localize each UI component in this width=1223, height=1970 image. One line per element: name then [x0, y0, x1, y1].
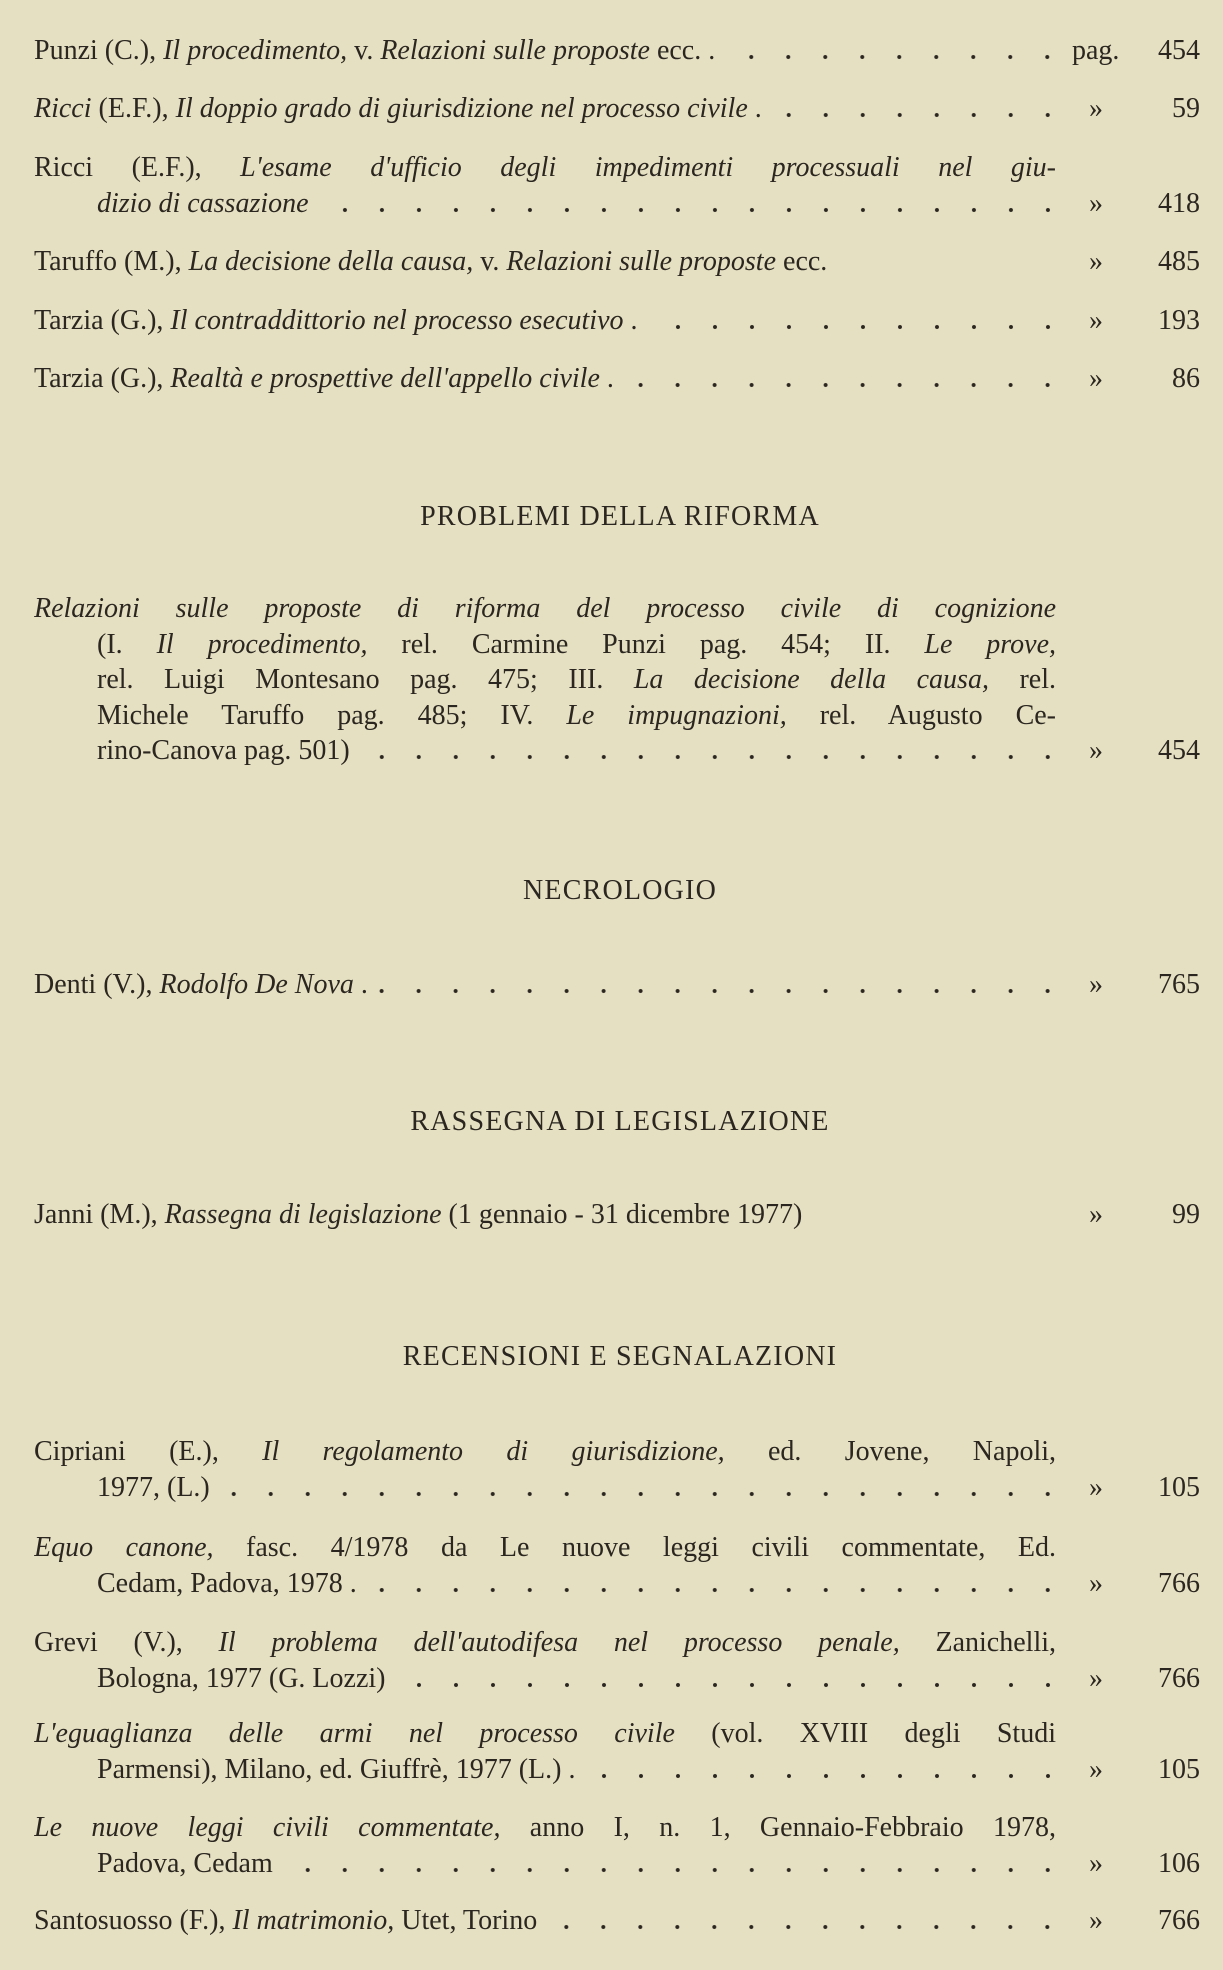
index-entry [34, 91, 1200, 127]
entry-line [34, 662, 1056, 698]
section-heading: PROBLEMI DELLA RIFORMA [420, 501, 820, 532]
entry-text [34, 1627, 1056, 1658]
page-marker: » [1089, 1847, 1103, 1879]
page-marker: » [1089, 735, 1103, 766]
text-segment: (E.F.), [91, 93, 176, 124]
entry-text [97, 664, 1056, 695]
page-marker: pag. [1072, 35, 1120, 66]
italic-title: L'eguaglianza delle armi nel processo civile [34, 1718, 675, 1749]
index-entry [34, 591, 1200, 769]
entry-text [34, 1812, 1056, 1843]
page-number: 765 [1158, 969, 1200, 1000]
index-entry [34, 1625, 1200, 1696]
page-number: 105 [1158, 1753, 1200, 1785]
index-entry [34, 1434, 1200, 1505]
text-segment: fasc. 4/1978 da Le nuove leggi civili commentate, Ed. [213, 1532, 1056, 1563]
entry-text [34, 1436, 1056, 1467]
dot-leader [543, 1903, 1066, 1938]
entry-text [97, 700, 1056, 731]
text-segment: Tarzia (G.), [34, 363, 171, 394]
index-entry [34, 1903, 1200, 1939]
text-segment: (vol. XVIII degli Studi [674, 1718, 1056, 1749]
text-segment: Punzi (C.), [34, 35, 164, 66]
index-entry [34, 33, 1200, 69]
text-segment: rel. Luigi Montesano pag. 475; III. [97, 664, 634, 695]
dot-leader [315, 186, 1066, 221]
entry-line [34, 1903, 1200, 1939]
page-number: 454 [1158, 35, 1200, 66]
dot-leader [644, 303, 1066, 338]
page-number: 454 [1158, 735, 1200, 766]
section-heading: RASSEGNA DI LEGISLAZIONE [410, 1106, 830, 1137]
italic-title: La decisione della causa, [633, 664, 989, 695]
entry-line [34, 1197, 1200, 1233]
dot-leader [279, 1846, 1066, 1881]
text-segment: ecc. . [649, 35, 716, 66]
text-segment: rino-Canova pag. 501) [97, 735, 350, 766]
entry-line [34, 1716, 1056, 1752]
entry-line [34, 186, 1200, 222]
index-entry [34, 1810, 1200, 1881]
page-marker: » [1089, 187, 1103, 219]
italic-title: Il contraddittorio nel processo esecutivo [170, 305, 624, 336]
dot-leader [216, 1470, 1066, 1505]
entry-line [34, 361, 1200, 397]
italic-title: Il doppio grado di giurisdizione nel processo civile [175, 93, 748, 124]
italic-title: Le impugnazioni, [566, 699, 787, 731]
entry-line [34, 1810, 1056, 1846]
italic-title: Il matrimonio, [232, 1905, 395, 1936]
page-marker: » [1089, 1662, 1103, 1694]
entry-line [34, 91, 1200, 127]
text-segment: (1 gennaio - 31 dicembre 1977) [441, 1199, 803, 1230]
entry-text [97, 1566, 357, 1602]
entry-line [34, 1566, 1200, 1602]
text-segment: Tarzia (G.), [34, 305, 171, 336]
entry-text [97, 733, 350, 769]
entry-text [34, 303, 638, 339]
text-segment: v. [473, 246, 507, 277]
text-segment: Santosuosso (F.), [34, 1905, 233, 1936]
entry-line [34, 627, 1056, 663]
entry-text [97, 1846, 273, 1882]
index-entry [34, 244, 1200, 280]
italic-title: Il procedimento, [156, 628, 368, 660]
index-entry [34, 361, 1200, 397]
italic-title: dizio di cassazione [97, 187, 309, 219]
page-marker: » [1089, 1471, 1103, 1503]
page-number: 86 [1172, 363, 1200, 394]
italic-title: Realtà e prospettive dell'appello civile [170, 363, 600, 394]
dot-leader [392, 1661, 1067, 1696]
text-segment: Michele Taruffo pag. 485; IV. [97, 699, 567, 731]
text-segment: ed. Jovene, Napoli, [724, 1436, 1056, 1467]
text-segment: v. [347, 35, 381, 66]
entry-line [34, 1470, 1200, 1506]
dot-leader [620, 361, 1066, 396]
text-segment: Zanichelli, [899, 1627, 1056, 1658]
entry-line [34, 1530, 1056, 1566]
page-marker: » [1089, 363, 1103, 394]
italic-title: Il procedimento, [163, 35, 348, 66]
entry-line [34, 1661, 1200, 1697]
page-number: 59 [1172, 93, 1200, 124]
dot-leader [768, 91, 1066, 126]
dot-leader [582, 1752, 1067, 1787]
entry-text [34, 1903, 537, 1939]
page-marker: » [1089, 93, 1103, 124]
text-segment: (I. [97, 628, 157, 660]
page-marker: » [1089, 1753, 1103, 1785]
text-segment: Cedam, Padova, 1978 . [97, 1567, 357, 1599]
page-marker: » [1089, 969, 1103, 1000]
entry-text [97, 1661, 386, 1697]
text-segment: Denti (V.), [34, 969, 160, 1000]
page-number: 193 [1158, 305, 1200, 336]
page-marker: » [1089, 1567, 1103, 1599]
section-heading: RECENSIONI E SEGNALAZIONI [402, 1341, 838, 1372]
page-number: 99 [1172, 1199, 1200, 1230]
dot-leader [833, 244, 1066, 279]
text-segment: ecc. [776, 246, 828, 277]
entry-text [34, 1532, 1056, 1563]
page-number: 766 [1158, 1567, 1200, 1599]
entry-line [34, 244, 1200, 280]
page-marker: » [1089, 1199, 1103, 1230]
text-segment: Janni (M.), [34, 1199, 165, 1230]
index-entry [34, 1716, 1200, 1787]
italic-title: Il regolamento di giurisdizione, [262, 1436, 725, 1467]
entry-line [34, 303, 1200, 339]
page-marker: » [1089, 1905, 1103, 1936]
entry-line [34, 1752, 1200, 1788]
text-segment: rel. Augusto Ce- [786, 699, 1056, 731]
italic-title: La decisione della causa, [188, 246, 474, 277]
text-segment: rel. Carmine Punzi pag. 454; II. [367, 628, 925, 660]
entry-text [34, 33, 715, 69]
italic-title: Equo canone, [34, 1532, 214, 1563]
entry-line [34, 967, 1200, 1003]
entry-line [34, 698, 1056, 734]
dot-leader [374, 967, 1066, 1002]
entry-line [34, 150, 1056, 186]
entry-line [34, 1625, 1056, 1661]
page-number: 485 [1158, 246, 1200, 277]
italic-title: Relazioni sulle proposte [380, 35, 650, 66]
entry-line [34, 1846, 1200, 1882]
dot-leader [721, 33, 1066, 68]
italic-title: Rodolfo De Nova [159, 969, 354, 1000]
page-number: 106 [1158, 1847, 1200, 1879]
entry-line [34, 591, 1056, 627]
text-segment: Taruffo (M.), [34, 246, 189, 277]
text-segment: rel. [988, 664, 1056, 695]
dot-leader [356, 733, 1066, 768]
entry-text [34, 152, 1056, 183]
entry-text [34, 967, 368, 1003]
entry-text [97, 186, 309, 222]
entry-line [34, 733, 1200, 769]
text-segment: Ricci (E.F.), [34, 152, 241, 183]
entry-text [34, 1197, 802, 1233]
entry-line [34, 33, 1200, 69]
entry-text [97, 629, 1056, 660]
page-marker: » [1089, 305, 1103, 336]
text-segment: . [623, 305, 638, 336]
text-segment: Padova, Cedam [97, 1847, 273, 1879]
index-entry [34, 150, 1200, 221]
index-entry [34, 967, 1200, 1003]
italic-title: Le prove, [924, 628, 1056, 660]
index-entry [34, 303, 1200, 339]
text-segment: Utet, Torino [394, 1905, 538, 1936]
text-segment: . [353, 969, 368, 1000]
italic-title: Il problema dell'autodifesa nel processo penale, [218, 1627, 900, 1658]
entry-text [97, 1752, 576, 1788]
entry-text [34, 593, 1056, 624]
index-entry [34, 1530, 1200, 1601]
page-number: 105 [1158, 1471, 1200, 1503]
text-segment: Cipriani (E.), [34, 1436, 263, 1467]
text-segment: 1977, (L.) [97, 1471, 210, 1503]
italic-title: Ricci [34, 93, 92, 124]
dot-leader [808, 1197, 1066, 1232]
page-number: 766 [1158, 1905, 1200, 1936]
text-segment: Bologna, 1977 (G. Lozzi) [97, 1662, 386, 1694]
text-segment: Parmensi), Milano, ed. Giuffrè, 1977 (L.) . [97, 1753, 576, 1785]
page-marker: » [1089, 246, 1103, 277]
text-segment: . [747, 93, 762, 124]
index-entry [34, 1197, 1200, 1233]
page-number: 418 [1158, 187, 1200, 219]
entry-text [34, 361, 614, 397]
entry-text [97, 1470, 210, 1506]
entry-line [34, 1434, 1056, 1470]
italic-title: Relazioni sulle proposte di riforma del processo civile di cognizione [34, 593, 1056, 624]
page-number: 766 [1158, 1662, 1200, 1694]
text-segment: . [599, 363, 614, 394]
text-segment: Grevi (V.), [34, 1627, 219, 1658]
dot-leader [363, 1566, 1066, 1601]
section-heading: NECROLOGIO [523, 875, 717, 906]
italic-title: L'esame d'ufficio degli impedimenti processuali nel giu- [240, 152, 1056, 183]
italic-title: Relazioni sulle proposte [506, 246, 777, 277]
entry-text [34, 1718, 1056, 1749]
italic-title: Rassegna di legislazione [164, 1199, 442, 1230]
entry-text [34, 91, 762, 127]
text-segment: anno I, n. 1, Gennaio-Febbraio 1978, [500, 1812, 1056, 1843]
entry-text [34, 244, 827, 280]
italic-title: Le nuove leggi civili commentate, [34, 1812, 501, 1843]
